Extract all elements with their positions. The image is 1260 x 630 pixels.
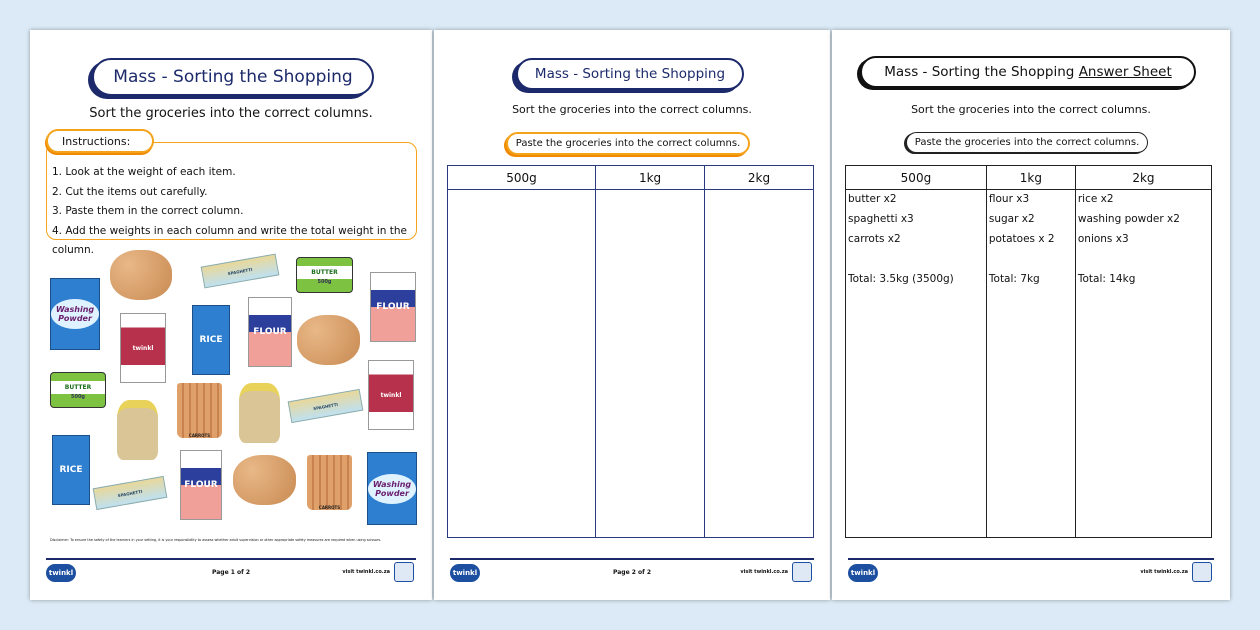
grocery-label: twinkl xyxy=(132,344,154,352)
grocery-label: CARROTS xyxy=(188,433,211,438)
column-header: 500g xyxy=(846,166,987,190)
answer-item: washing powder x2 xyxy=(1077,213,1180,225)
page-title: Mass - Sorting the Shopping xyxy=(516,58,744,90)
answer-item: flour x3 xyxy=(988,193,1030,205)
quality-badge-icon xyxy=(394,562,414,582)
grocery-label: SPAGHETTI xyxy=(312,401,339,411)
instructions-label: Instructions: xyxy=(46,129,154,153)
paste-instruction: Paste the groceries into the correct columns. xyxy=(906,132,1148,153)
instruction-item: 1. Look at the weight of each item. xyxy=(52,166,236,178)
grocery-sugar[interactable] xyxy=(120,313,166,383)
grocery-label: SPAGHETTI xyxy=(227,266,253,276)
grocery-flour[interactable] xyxy=(248,297,292,367)
grocery-butter[interactable] xyxy=(296,257,353,293)
grocery-carrots[interactable] xyxy=(177,383,222,438)
grocery-weight: 500g xyxy=(317,278,332,285)
grocery-label: RICE xyxy=(59,465,83,475)
grocery-spaghetti[interactable] xyxy=(288,389,364,423)
footer xyxy=(848,558,1214,588)
answer-item: onions x3 xyxy=(1077,233,1129,245)
answer-column-500g xyxy=(846,190,987,538)
instruction-item: 4. Add the weights in each column and write the total weight in the column. xyxy=(52,224,407,257)
quality-badge-icon xyxy=(1192,562,1212,582)
paste-area-500g[interactable] xyxy=(448,190,596,538)
grocery-potatoes[interactable] xyxy=(239,383,280,443)
twinkl-logo: twinkl xyxy=(848,564,878,582)
grocery-label: Washing Powder xyxy=(368,474,416,504)
grocery-washing-powder[interactable] xyxy=(367,452,417,525)
answer-sheet-label: Answer Sheet xyxy=(1078,64,1172,80)
quality-badge-icon xyxy=(792,562,812,582)
instruction-item: 3. Paste them in the correct column. xyxy=(52,205,244,218)
grocery-label: RICE xyxy=(199,335,223,345)
answer-sheet-page xyxy=(832,30,1230,600)
subtitle: Sort the groceries into the correct columns. xyxy=(911,103,1151,116)
grocery-onions[interactable] xyxy=(110,250,172,300)
grocery-rice[interactable] xyxy=(192,305,230,375)
answer-item: butter x2 xyxy=(848,193,897,205)
grocery-potatoes[interactable] xyxy=(117,400,158,460)
visit-link: visit twinkl.co.za xyxy=(1140,569,1188,575)
column-header: 2kg xyxy=(705,166,814,190)
grocery-onions[interactable] xyxy=(297,315,360,365)
page-title: Mass - Sorting the Shopping xyxy=(92,58,374,96)
column-header: 1kg xyxy=(596,166,705,190)
grocery-butter[interactable] xyxy=(50,372,106,408)
grocery-label: FLOUR xyxy=(253,327,287,337)
grocery-label: CARROTS xyxy=(318,505,341,510)
grocery-carrots[interactable] xyxy=(307,455,352,510)
grocery-sugar[interactable] xyxy=(368,360,414,430)
title-text: Mass - Sorting the Shopping xyxy=(884,64,1075,80)
answer-column-2kg xyxy=(1075,190,1211,538)
grocery-label: SPAGHETTI xyxy=(117,488,143,498)
worksheet-page-2 xyxy=(434,30,830,600)
subtitle: Sort the groceries into the correct columns. xyxy=(89,106,373,121)
twinkl-logo: twinkl xyxy=(46,564,76,582)
answer-table xyxy=(845,165,1212,538)
instruction-item: 2. Cut the items out carefully. xyxy=(52,185,208,198)
visit-link: visit twinkl.co.za xyxy=(740,569,788,575)
column-header: 1kg xyxy=(986,166,1075,190)
column-header: 500g xyxy=(448,166,596,190)
grocery-label: BUTTER xyxy=(51,381,105,394)
disclaimer: Disclaimer: To ensure the safety of the learners in your setting, it is your responsibility to assess whether adult supervision or other appropriate safety measures are required when using scissors. xyxy=(50,538,382,542)
grocery-spaghetti[interactable] xyxy=(93,476,168,510)
answer-item: spaghetti x3 xyxy=(848,213,914,225)
grocery-rice[interactable] xyxy=(52,435,90,505)
twinkl-logo: twinkl xyxy=(450,564,480,582)
answer-total: Total: 14kg xyxy=(1077,273,1136,285)
footer xyxy=(450,558,814,588)
grocery-label: FLOUR xyxy=(376,302,410,312)
page-number: Page 2 of 2 xyxy=(613,569,651,576)
answer-total: Total: 7kg xyxy=(988,273,1040,285)
grocery-flour[interactable] xyxy=(180,450,222,520)
answer-item: potatoes x 2 xyxy=(988,233,1055,245)
page-title xyxy=(860,56,1196,88)
subtitle: Sort the groceries into the correct columns. xyxy=(512,103,752,116)
column-header: 2kg xyxy=(1075,166,1211,190)
grocery-label: Washing Powder xyxy=(51,299,99,329)
paste-instruction: Paste the groceries into the correct columns. xyxy=(506,132,750,155)
grocery-flour[interactable] xyxy=(370,272,416,342)
answer-item: rice x2 xyxy=(1077,193,1114,205)
grocery-onions[interactable] xyxy=(233,455,296,505)
answer-item: sugar x2 xyxy=(988,213,1035,225)
paste-area-1kg[interactable] xyxy=(596,190,705,538)
page-number: Page 1 of 2 xyxy=(212,569,250,576)
visit-link: visit twinkl.co.za xyxy=(342,569,390,575)
grocery-washing-powder[interactable] xyxy=(50,278,100,350)
answer-item: carrots x2 xyxy=(848,233,901,245)
answer-total: Total: 3.5kg (3500g) xyxy=(848,273,954,285)
sorting-table xyxy=(447,165,814,538)
instructions-box xyxy=(46,142,417,257)
grocery-label: twinkl xyxy=(380,391,402,399)
grocery-weight: 500g xyxy=(70,393,86,400)
paste-area-2kg[interactable] xyxy=(705,190,814,538)
worksheet-page-1 xyxy=(30,30,432,600)
footer xyxy=(46,558,416,588)
grocery-label: FLOUR xyxy=(184,480,218,490)
grocery-label: BUTTER xyxy=(297,266,352,279)
answer-column-1kg xyxy=(986,190,1075,538)
